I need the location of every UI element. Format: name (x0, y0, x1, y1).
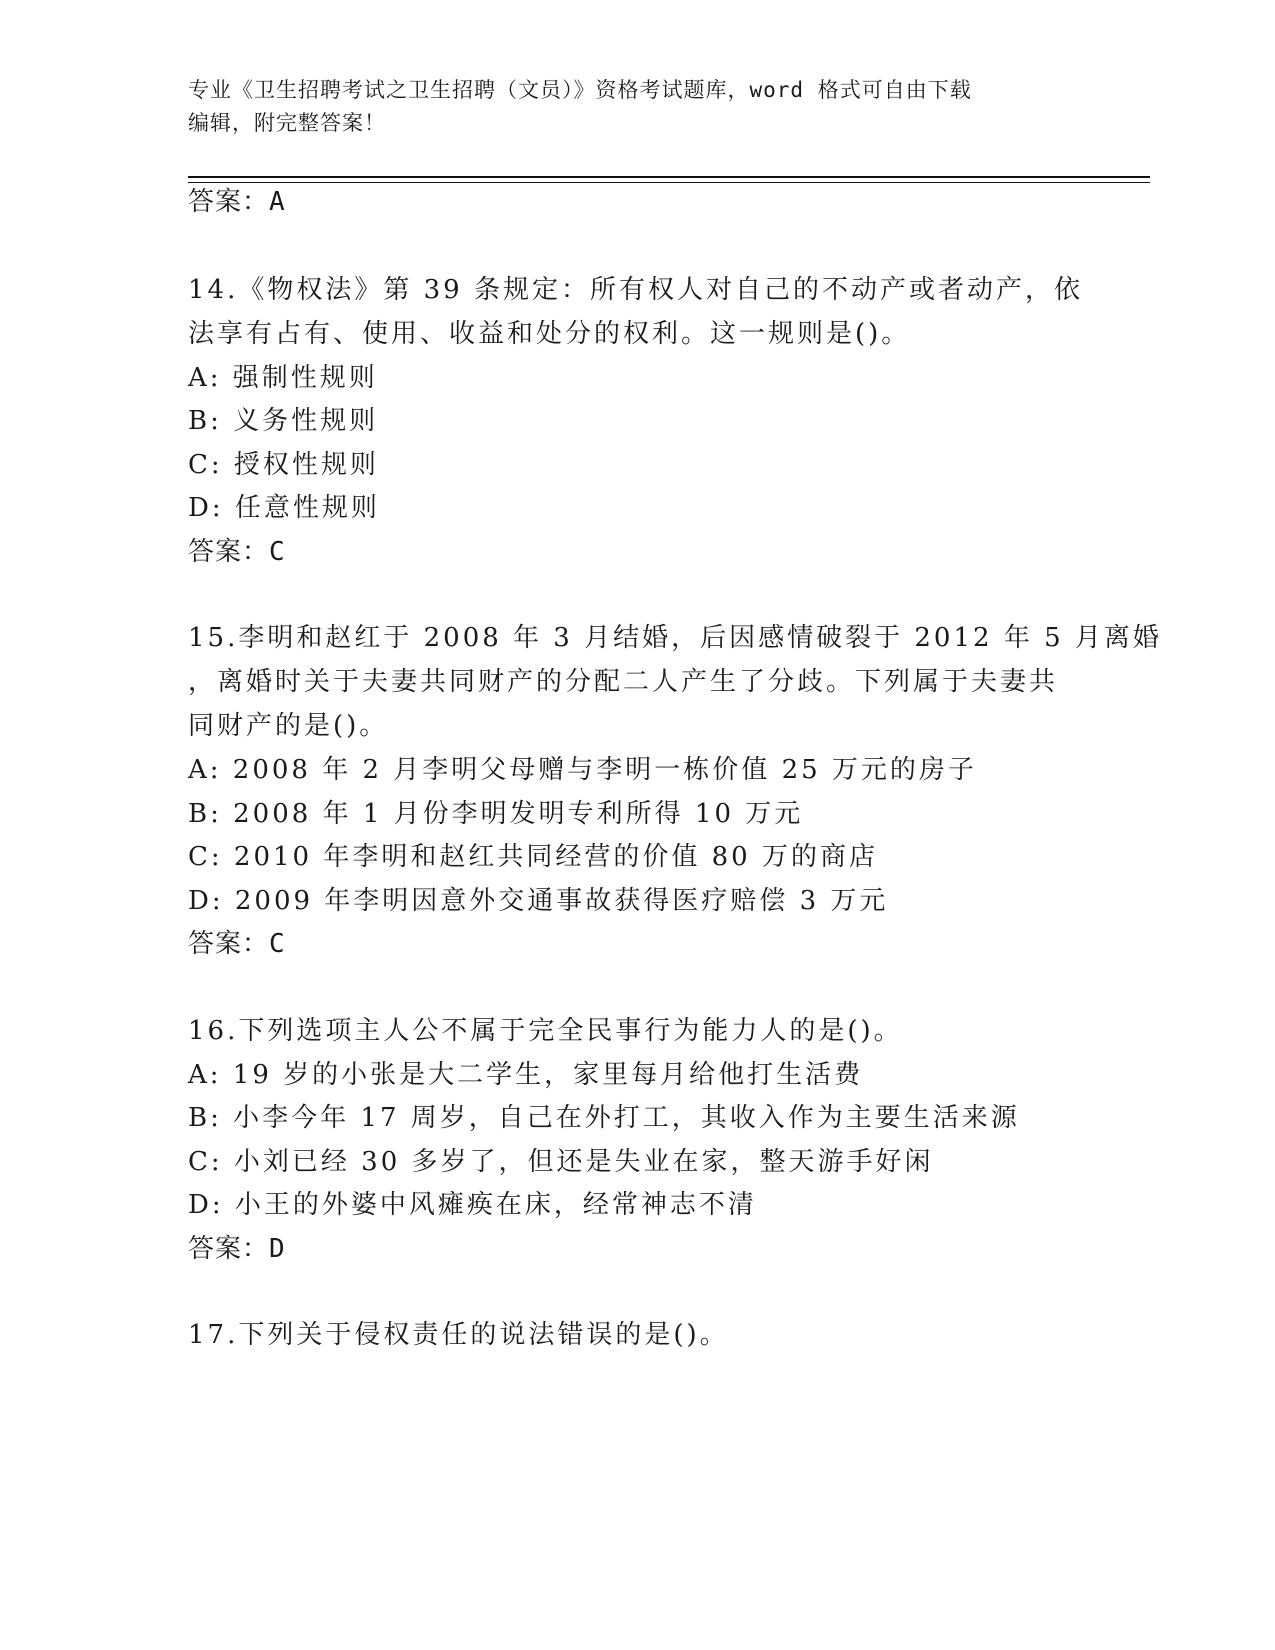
option-a: A: 强制性规则 (188, 363, 378, 393)
header-line-1: 专业《卫生招聘考试之卫生招聘（文员）》资格考试题库，word 格式可自由下载 (188, 78, 972, 102)
question-stem-line: 法享有占有、使用、收益和处分的权利。这一规则是()。 (188, 319, 911, 349)
question-stem-line: 15.李明和赵红于 2008 年 3 月结婚，后因感情破裂于 2012 年 5 月离婚 (188, 623, 1162, 653)
option-d: D: 小王的外婆中风瘫痪在床，经常神志不清 (188, 1190, 757, 1220)
header-line-2: 编辑，附完整答案！ (188, 111, 386, 135)
option-c: C: 2010 年李明和赵红共同经营的价值 80 万的商店 (188, 842, 878, 872)
option-a: A: 19 岁的小张是大二学生，家里每月给他打生活费 (188, 1060, 864, 1090)
question-stem-line: 16.下列选项主人公不属于完全民事行为能力人的是()。 (188, 1016, 903, 1046)
question-stem-line: 同财产的是()。 (188, 711, 389, 741)
option-d: D: 任意性规则 (188, 493, 380, 523)
answer-line: 答案：D (188, 1234, 286, 1264)
option-b: B: 小李今年 17 周岁，自己在外打工，其收入作为主要生活来源 (188, 1103, 1020, 1133)
question-stem-line: ，离婚时关于夫妻共同财产的分配二人产生了分歧。下列属于夫妻共 (188, 667, 1059, 697)
option-b: B: 义务性规则 (188, 406, 379, 436)
option-a: A: 2008 年 2 月李明父母赠与李明一栋价值 25 万元的房子 (188, 755, 977, 785)
answer-line: 答案：C (188, 929, 286, 959)
option-c: C: 授权性规则 (188, 450, 379, 480)
document-header (188, 74, 1088, 140)
option-b: B: 2008 年 1 月份李明发明专利所得 10 万元 (188, 799, 804, 829)
option-c: C: 小刘已经 30 多岁了，但还是失业在家，整天游手好闲 (188, 1147, 934, 1177)
answer-line: 答案：A (188, 187, 286, 217)
question-stem-line: 17.下列关于侵权责任的说法错误的是()。 (188, 1320, 729, 1350)
header-divider-thin (188, 182, 1150, 183)
question-stem-line: 14.《物权法》第 39 条规定：所有权人对自己的不动产或者动产，依 (188, 275, 1083, 305)
answer-line: 答案：C (188, 537, 286, 567)
header-divider-thick (188, 176, 1150, 178)
option-d: D: 2009 年李明因意外交通事故获得医疗赔偿 3 万元 (188, 886, 889, 916)
